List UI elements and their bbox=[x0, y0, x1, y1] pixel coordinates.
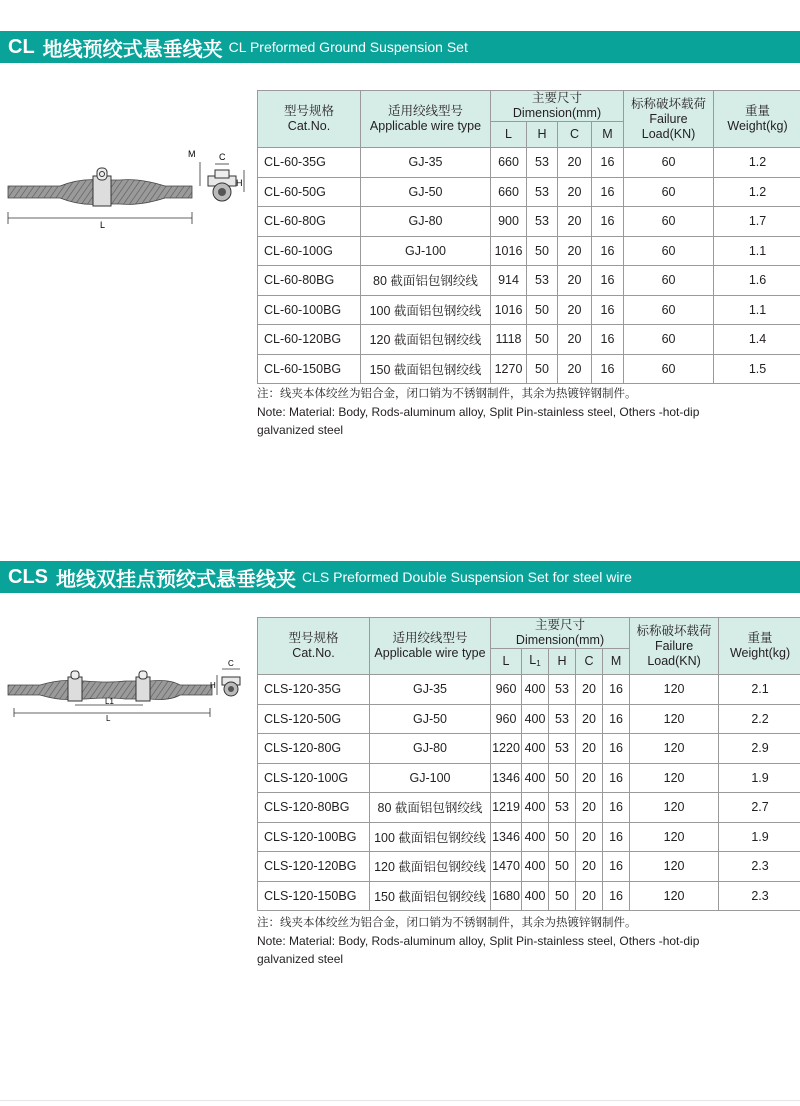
header-dim-h: H bbox=[527, 122, 558, 148]
section-title-en: CL Preformed Ground Suspension Set bbox=[228, 39, 468, 55]
cell-load: 60 bbox=[624, 325, 714, 355]
table-row bbox=[258, 295, 800, 325]
cell-h: 53 bbox=[549, 793, 576, 823]
cell-weight: 1.7 bbox=[714, 207, 800, 237]
dim-label-h: H bbox=[210, 681, 216, 690]
dim-label-h: H bbox=[236, 178, 243, 188]
cls-note bbox=[257, 913, 699, 969]
cell-c: 20 bbox=[558, 266, 592, 296]
header-dim-l1 bbox=[522, 649, 549, 675]
header-cat-en: Cat.No. bbox=[287, 119, 331, 133]
table-row bbox=[258, 354, 800, 384]
cell-h: 53 bbox=[549, 734, 576, 764]
cell-l: 1220 bbox=[491, 734, 522, 764]
header-dim-l: L bbox=[491, 122, 527, 148]
cell-load: 60 bbox=[624, 266, 714, 296]
cell-l: 1219 bbox=[491, 793, 522, 823]
cell-wire: GJ-80 bbox=[370, 734, 491, 764]
header-wire-en: Applicable wire type bbox=[369, 119, 482, 133]
header-weight-cn: 重量 bbox=[745, 104, 771, 118]
cell-m: 16 bbox=[592, 354, 624, 384]
header-cat-cn: 型号规格 bbox=[288, 631, 339, 645]
cell-load: 60 bbox=[624, 177, 714, 207]
header-cat-no bbox=[258, 618, 370, 675]
cell-cat: CLS-120-80BG bbox=[258, 793, 370, 823]
header-dim-m: M bbox=[592, 122, 624, 148]
cell-h: 50 bbox=[549, 822, 576, 852]
cell-cat: CL-60-80BG bbox=[258, 266, 361, 296]
table-row bbox=[258, 734, 800, 764]
cell-m: 16 bbox=[603, 852, 630, 882]
section-title-en: CLS Preformed Double Suspension Set for steel wire bbox=[302, 569, 632, 585]
table-row bbox=[258, 148, 800, 178]
cell-h: 53 bbox=[549, 704, 576, 734]
cell-load: 120 bbox=[630, 793, 719, 823]
cell-load: 120 bbox=[630, 704, 719, 734]
cell-cat: CLS-120-50G bbox=[258, 704, 370, 734]
cell-weight: 1.6 bbox=[714, 266, 800, 296]
dim-label-c: C bbox=[228, 659, 234, 668]
cell-c: 20 bbox=[558, 236, 592, 266]
cell-wire: GJ-80 bbox=[361, 207, 491, 237]
cell-wire: GJ-50 bbox=[370, 704, 491, 734]
dim-label-l1: L1 bbox=[105, 697, 114, 706]
cell-c: 20 bbox=[558, 325, 592, 355]
cell-h: 50 bbox=[527, 295, 558, 325]
cell-weight: 1.1 bbox=[714, 295, 800, 325]
cell-l1: 400 bbox=[522, 763, 549, 793]
cell-h: 53 bbox=[527, 177, 558, 207]
cell-load: 60 bbox=[624, 295, 714, 325]
cell-cat: CLS-120-100G bbox=[258, 763, 370, 793]
cell-cat: CL-60-80G bbox=[258, 207, 361, 237]
cell-weight: 2.3 bbox=[719, 852, 800, 882]
cell-m: 16 bbox=[603, 822, 630, 852]
header-dim-en: Dimension(mm) bbox=[515, 633, 605, 647]
cell-l: 1016 bbox=[491, 236, 527, 266]
cell-l1: 400 bbox=[522, 852, 549, 882]
cell-c: 20 bbox=[576, 704, 603, 734]
cell-wire: 150 截面铝包钢绞线 bbox=[370, 881, 491, 911]
table-row bbox=[258, 207, 800, 237]
cell-cat: CL-60-100BG bbox=[258, 295, 361, 325]
cell-c: 20 bbox=[576, 793, 603, 823]
header-dim-cn: 主要尺寸 bbox=[535, 618, 586, 632]
header-wire-cn: 适用绞线型号 bbox=[392, 631, 468, 645]
cell-c: 20 bbox=[576, 675, 603, 705]
table-row bbox=[258, 325, 800, 355]
header-weight-cn: 重量 bbox=[747, 631, 773, 645]
header-dim-c: C bbox=[558, 122, 592, 148]
cell-m: 16 bbox=[592, 177, 624, 207]
cell-wire: 120 截面铝包钢绞线 bbox=[370, 852, 491, 882]
cell-load: 120 bbox=[630, 734, 719, 764]
cell-l1: 400 bbox=[522, 734, 549, 764]
header-load-en1: Failure bbox=[654, 638, 694, 653]
header-failure-load bbox=[624, 91, 714, 148]
header-dim-h: H bbox=[549, 649, 576, 675]
cell-weight: 1.4 bbox=[714, 325, 800, 355]
cell-load: 120 bbox=[630, 675, 719, 705]
cl-clamp-drawing bbox=[0, 140, 252, 240]
cell-h: 50 bbox=[527, 236, 558, 266]
note-en-line1: Note: Material: Body, Rods-aluminum alloy, Split Pin-stainless steel, Others -hot-dip bbox=[257, 404, 700, 419]
note-en-line1: Note: Material: Body, Rods-aluminum alloy, Split Pin-stainless steel, Others -hot-dip bbox=[257, 933, 700, 948]
cell-cat: CL-60-50G bbox=[258, 177, 361, 207]
cell-c: 20 bbox=[576, 822, 603, 852]
cell-weight: 1.2 bbox=[714, 148, 800, 178]
section-code: CLS bbox=[8, 565, 48, 588]
cell-c: 20 bbox=[558, 148, 592, 178]
cell-load: 120 bbox=[630, 881, 719, 911]
cell-cat: CLS-120-120BG bbox=[258, 852, 370, 882]
cls-spec-table bbox=[257, 617, 800, 911]
cell-l1: 400 bbox=[522, 822, 549, 852]
header-load-cn: 标称破坏载荷 bbox=[631, 96, 707, 111]
table-row bbox=[258, 675, 800, 705]
cell-wire: GJ-35 bbox=[361, 148, 491, 178]
table-row bbox=[258, 852, 800, 882]
header-load-en1: Failure bbox=[649, 111, 688, 126]
cell-c: 20 bbox=[576, 852, 603, 882]
note-en-line2: galvanized steel bbox=[257, 423, 344, 437]
cell-weight: 2.3 bbox=[719, 881, 800, 911]
cell-c: 20 bbox=[558, 177, 592, 207]
header-load-en2: Load(KN) bbox=[641, 126, 696, 141]
dim-label-l: L bbox=[100, 220, 106, 230]
cell-wire: GJ-50 bbox=[361, 177, 491, 207]
table-row bbox=[258, 704, 800, 734]
cell-l1: 400 bbox=[522, 881, 549, 911]
cell-weight: 2.7 bbox=[719, 793, 800, 823]
cell-l: 660 bbox=[491, 177, 527, 207]
cell-cat: CLS-120-150BG bbox=[258, 881, 370, 911]
section-code: CL bbox=[8, 35, 35, 58]
cell-l: 960 bbox=[491, 675, 522, 705]
cell-wire: 100 截面铝包钢绞线 bbox=[370, 822, 491, 852]
cell-h: 50 bbox=[549, 881, 576, 911]
cell-load: 60 bbox=[624, 236, 714, 266]
cell-cat: CL-60-120BG bbox=[258, 325, 361, 355]
cell-m: 16 bbox=[592, 236, 624, 266]
table-row bbox=[258, 881, 800, 911]
cell-load: 120 bbox=[630, 822, 719, 852]
cell-l: 1118 bbox=[491, 325, 527, 355]
cell-h: 53 bbox=[527, 266, 558, 296]
header-wire-type bbox=[361, 91, 491, 148]
table-row bbox=[258, 822, 800, 852]
cell-wire: 80 截面铝包钢绞线 bbox=[361, 266, 491, 296]
cell-weight: 2.9 bbox=[719, 734, 800, 764]
header-wire-type bbox=[370, 618, 491, 675]
header-dim-m: M bbox=[603, 649, 630, 675]
cell-l: 1016 bbox=[491, 295, 527, 325]
header-dim-en: Dimension(mm) bbox=[512, 106, 602, 120]
cell-l: 1470 bbox=[491, 852, 522, 882]
cell-l: 914 bbox=[491, 266, 527, 296]
cell-load: 120 bbox=[630, 852, 719, 882]
cell-weight: 1.5 bbox=[714, 354, 800, 384]
cell-m: 16 bbox=[603, 734, 630, 764]
cell-l: 960 bbox=[491, 704, 522, 734]
cell-wire: 120 截面铝包钢绞线 bbox=[361, 325, 491, 355]
cell-l1: 400 bbox=[522, 793, 549, 823]
header-dim-l1-sub: 1 bbox=[536, 658, 541, 668]
header-weight bbox=[714, 91, 800, 148]
cell-weight: 1.9 bbox=[719, 763, 800, 793]
cell-h: 50 bbox=[549, 852, 576, 882]
header-load-cn: 标称破坏载荷 bbox=[636, 623, 712, 638]
header-wire-en: Applicable wire type bbox=[374, 646, 486, 660]
cell-wire: 150 截面铝包钢绞线 bbox=[361, 354, 491, 384]
header-failure-load bbox=[630, 618, 719, 675]
header-dim-cn: 主要尺寸 bbox=[532, 91, 583, 105]
cell-cat: CL-60-35G bbox=[258, 148, 361, 178]
cell-l: 900 bbox=[491, 207, 527, 237]
cell-wire: 100 截面铝包钢绞线 bbox=[361, 295, 491, 325]
cell-l1: 400 bbox=[522, 675, 549, 705]
cell-cat: CLS-120-80G bbox=[258, 734, 370, 764]
note-cn: 注：线夹本体绞丝为铝合金，闭口销为不锈钢制件，其余为热镀锌钢制件。 bbox=[257, 915, 637, 929]
cell-cat: CLS-120-100BG bbox=[258, 822, 370, 852]
header-dim-c: C bbox=[576, 649, 603, 675]
header-cat-no bbox=[258, 91, 361, 148]
table-row bbox=[258, 763, 800, 793]
cell-weight: 1.2 bbox=[714, 177, 800, 207]
dim-label-m: M bbox=[188, 149, 196, 159]
header-weight-en: Weight(kg) bbox=[727, 119, 788, 133]
cell-h: 50 bbox=[549, 763, 576, 793]
cell-m: 16 bbox=[592, 148, 624, 178]
cell-load: 60 bbox=[624, 354, 714, 384]
cell-h: 53 bbox=[527, 148, 558, 178]
header-cat-en: Cat.No. bbox=[292, 646, 335, 660]
cell-load: 60 bbox=[624, 148, 714, 178]
cell-m: 16 bbox=[592, 295, 624, 325]
header-load-en2: Load(KN) bbox=[647, 653, 701, 668]
cell-m: 16 bbox=[603, 675, 630, 705]
header-dim-l: L bbox=[491, 649, 522, 675]
cell-m: 16 bbox=[603, 704, 630, 734]
cell-weight: 1.1 bbox=[714, 236, 800, 266]
cell-c: 20 bbox=[558, 207, 592, 237]
note-cn: 注：线夹本体绞丝为铝合金，闭口销为不锈钢制件，其余为热镀锌钢制件。 bbox=[257, 386, 637, 400]
note-en-line2: galvanized steel bbox=[257, 952, 344, 966]
cell-h: 53 bbox=[527, 207, 558, 237]
dim-label-c: C bbox=[219, 152, 226, 162]
cell-wire: GJ-100 bbox=[370, 763, 491, 793]
cell-c: 20 bbox=[558, 295, 592, 325]
table-row bbox=[258, 266, 800, 296]
cell-wire: GJ-100 bbox=[361, 236, 491, 266]
cell-load: 120 bbox=[630, 763, 719, 793]
section-title-cn: 地线预绞式悬垂线夹 bbox=[42, 36, 223, 61]
cell-m: 16 bbox=[592, 266, 624, 296]
table-row bbox=[258, 793, 800, 823]
cell-c: 20 bbox=[558, 354, 592, 384]
cell-weight: 2.2 bbox=[719, 704, 800, 734]
cell-c: 20 bbox=[576, 881, 603, 911]
cell-l: 660 bbox=[491, 148, 527, 178]
dim-label-l: L bbox=[106, 714, 111, 723]
section-title-cn: 地线双挂点预绞式悬垂线夹 bbox=[56, 566, 296, 591]
cell-m: 16 bbox=[592, 207, 624, 237]
section-banner-cls bbox=[0, 561, 800, 593]
cls-clamp-drawing bbox=[0, 655, 252, 725]
cell-c: 20 bbox=[576, 734, 603, 764]
cell-h: 50 bbox=[527, 354, 558, 384]
page-divider bbox=[0, 1100, 800, 1101]
cell-m: 16 bbox=[603, 763, 630, 793]
cell-load: 60 bbox=[624, 207, 714, 237]
cell-weight: 1.9 bbox=[719, 822, 800, 852]
header-dimension bbox=[491, 91, 624, 122]
cell-cat: CLS-120-35G bbox=[258, 675, 370, 705]
cell-wire: GJ-35 bbox=[370, 675, 491, 705]
cl-note bbox=[257, 384, 699, 440]
table-row bbox=[258, 236, 800, 266]
cell-m: 16 bbox=[592, 325, 624, 355]
section-banner-cl bbox=[0, 31, 800, 63]
cl-spec-table bbox=[257, 90, 800, 384]
header-dim-l1-main: L bbox=[529, 652, 537, 667]
cell-h: 50 bbox=[527, 325, 558, 355]
cell-m: 16 bbox=[603, 881, 630, 911]
cell-c: 20 bbox=[576, 763, 603, 793]
cell-l: 1680 bbox=[491, 881, 522, 911]
header-wire-cn: 适用绞线型号 bbox=[387, 104, 463, 118]
table-row bbox=[258, 177, 800, 207]
cell-l1: 400 bbox=[522, 704, 549, 734]
cell-l: 1346 bbox=[491, 822, 522, 852]
cell-cat: CL-60-100G bbox=[258, 236, 361, 266]
cell-cat: CL-60-150BG bbox=[258, 354, 361, 384]
cell-weight: 2.1 bbox=[719, 675, 800, 705]
cell-wire: 80 截面铝包钢绞线 bbox=[370, 793, 491, 823]
cell-l: 1346 bbox=[491, 763, 522, 793]
cell-l: 1270 bbox=[491, 354, 527, 384]
cell-m: 16 bbox=[603, 793, 630, 823]
header-dimension bbox=[491, 618, 630, 649]
cell-h: 53 bbox=[549, 675, 576, 705]
header-cat-cn: 型号规格 bbox=[283, 104, 334, 118]
header-weight bbox=[719, 618, 800, 675]
header-weight-en: Weight(kg) bbox=[729, 646, 791, 660]
